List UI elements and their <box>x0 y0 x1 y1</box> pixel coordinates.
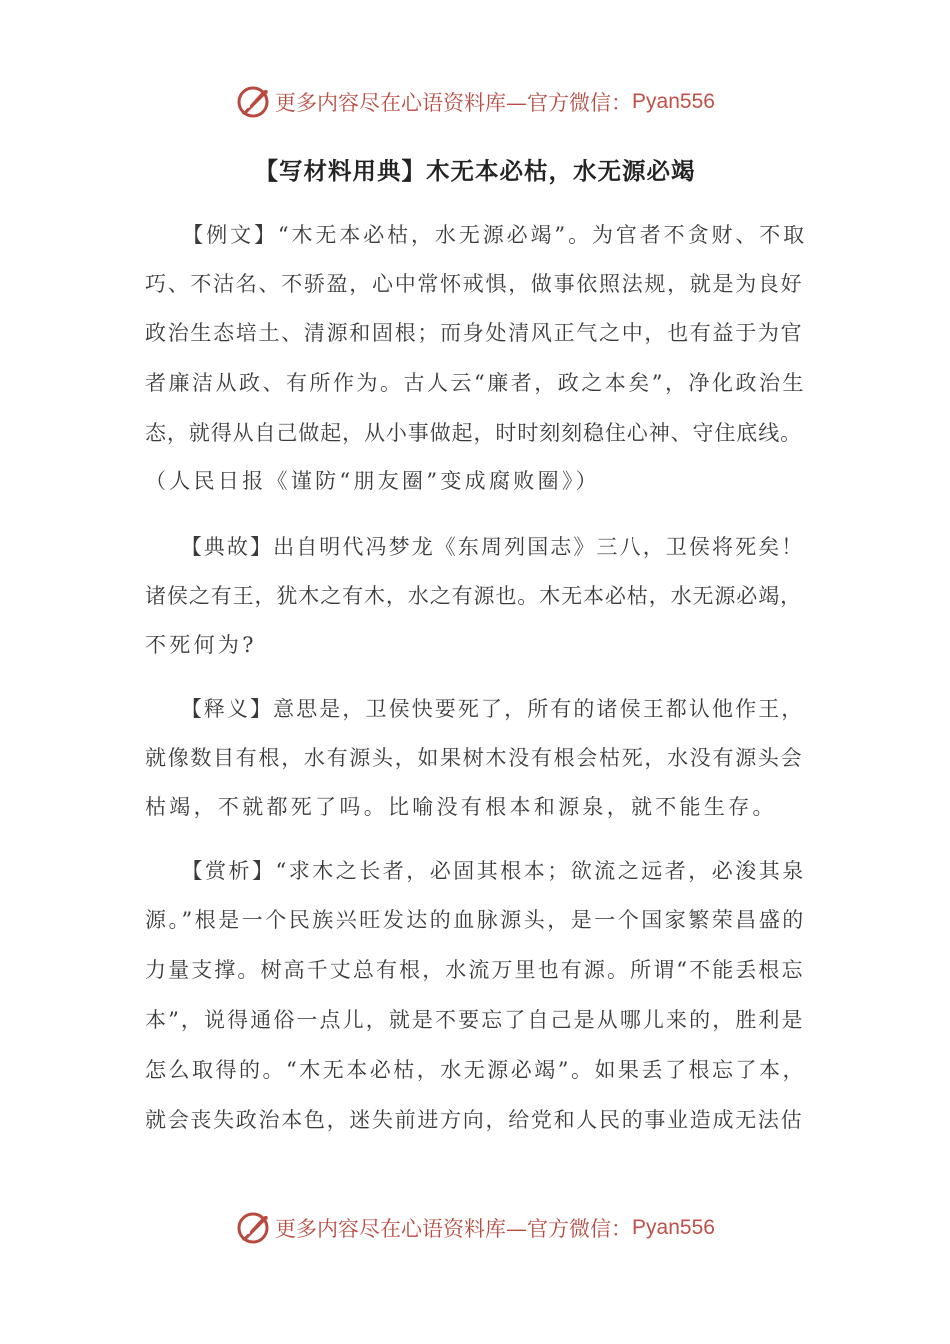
meaning-line: 就像数目有根，水有源头，如果树木没有根会枯死，水没有源头会 <box>145 746 804 770</box>
example-line: 者廉洁从政、有所作为。古人云“廉者，政之本矣”，净化政治生 <box>145 371 806 395</box>
banner-text: 更多内容尽在心语资料库—官方微信： <box>275 91 633 115</box>
example-line: 态，就得从自己做起，从小事做起，时时刻刻稳住心神、守住底线。 <box>145 421 802 445</box>
analysis-line: 本”，说得通俗一点儿，就是不要忘了自己是从哪儿来的，胜利是 <box>145 1008 805 1032</box>
footer-banner <box>0 1208 950 1248</box>
meaning-line: 枯竭，不就都死了吗。比喻没有根本和源泉，就不能生存。 <box>145 795 777 819</box>
example-line: 巧、不沽名、不骄盈，心中常怀戒惧，做事依照法规，就是为良好 <box>145 272 804 296</box>
meaning-line: 【释义】意思是，卫侯快要死了，所有的诸侯王都认他作王， <box>145 697 805 721</box>
example-line: 【例文】“木无本必枯，水无源必竭”。为官者不贪财、不取 <box>145 223 808 247</box>
origin-line: 【典故】出自明代冯梦龙《东周列国志》三八，卫侯将死矣！ <box>145 535 805 559</box>
wechat-id: Pyan556 <box>632 90 715 113</box>
example-line: 政治生态培土、清源和固根；而身处清风正气之中，也有益于为官 <box>145 321 804 345</box>
origin-line: 不死何为? <box>145 633 257 657</box>
banner-text: 更多内容尽在心语资料库—官方微信： <box>275 1217 633 1241</box>
page-title: 【写材料用典】木无本必枯，水无源必竭 <box>254 157 696 185</box>
quill-pen-logo-icon <box>235 1210 271 1246</box>
analysis-line: 源。”根是一个民族兴旺发达的血脉源头，是一个国家繁荣昌盛的 <box>145 908 806 932</box>
origin-line: 诸侯之有王，犹木之有木，水之有源也。木无本必枯，水无源必竭， <box>145 584 802 608</box>
wechat-id: Pyan556 <box>632 1216 715 1239</box>
header-banner <box>0 82 950 122</box>
analysis-line: 力量支撑。树高千丈总有根，水流万里也有源。所谓“不能丢根忘 <box>145 958 805 982</box>
analysis-line: 就会丧失政治本色，迷失前进方向，给党和人民的事业造成无法估 <box>145 1108 804 1132</box>
example-line: （人民日报《谨防“朋友圈”变成腐败圈》） <box>145 469 600 493</box>
quill-pen-logo-icon <box>235 84 271 120</box>
analysis-line: 【赏析】“求木之长者，必固其根本；欲流之远者，必浚其泉 <box>145 859 806 883</box>
analysis-line: 怎么取得的。“木无本必枯，水无源必竭”。如果丢了根忘了本， <box>145 1058 806 1082</box>
